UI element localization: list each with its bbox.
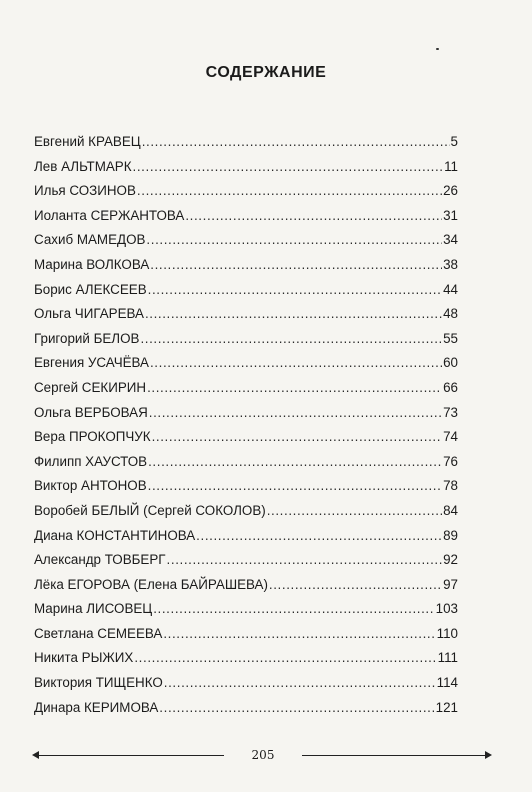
toc-entry-author: Диана КОНСТАНТИНОВА: [34, 527, 196, 543]
toc-entry-page: 60: [443, 355, 458, 371]
toc-entry-page: 48: [443, 306, 458, 322]
toc-entry: [34, 302, 458, 327]
toc-entry: [34, 548, 458, 573]
toc-entry-page: 55: [443, 330, 458, 346]
toc-entry-author: Евгений КРАВЕЦ: [34, 134, 141, 149]
toc-entry-page: 31: [443, 207, 458, 223]
toc-entry: [34, 425, 458, 450]
toc-entry-page: 44: [443, 281, 458, 297]
toc-entry-author: Лев АЛЬТМАРК: [34, 158, 132, 174]
toc-entry: [34, 253, 458, 278]
toc-entry: [34, 130, 458, 155]
toc-dot-leader: [153, 597, 434, 622]
toc-entry-author: Григорий БЕЛОВ: [34, 330, 140, 346]
toc-dot-leader: [196, 524, 442, 549]
toc-entry-author: Виктория ТИЩЕНКО: [34, 675, 163, 691]
toc-entry: [34, 450, 458, 475]
toc-entry-author: Сергей СЕКИРИН: [34, 379, 147, 395]
footer-rule-right: [302, 755, 488, 756]
toc-entry-author: Ольга ВЕРБОВАЯ: [34, 404, 148, 420]
toc-entry: [34, 696, 458, 721]
toc-dot-leader: [137, 179, 442, 204]
toc-entry: [34, 524, 458, 549]
toc-dot-leader: [163, 622, 435, 647]
toc-dot-leader: [167, 548, 443, 573]
toc-entry-page: 121: [435, 699, 458, 715]
toc-entry-author: Светлана СЕМЕЕВА: [34, 625, 163, 641]
toc-entry-page: 84: [443, 502, 458, 518]
page-number: 205: [251, 748, 275, 762]
toc-entry-page: 26: [443, 183, 458, 199]
toc-entry-page: 111: [437, 650, 458, 666]
toc-entry-page: 66: [443, 379, 458, 395]
toc-entry: [34, 278, 458, 303]
toc-entry-author: Никита РЫЖИХ: [34, 650, 134, 666]
toc-dot-leader: [269, 573, 442, 598]
ink-speck: [436, 48, 439, 50]
toc-entry-author: Сахиб МАМЕДОВ: [34, 232, 146, 248]
toc-dot-leader: [148, 278, 442, 303]
page-title: СОДЕРЖАНИЕ: [205, 64, 327, 81]
toc-entry-author: Марина ВОЛКОВА: [34, 256, 150, 272]
toc-entry-author: Марина ЛИСОВЕЦ: [34, 601, 153, 617]
toc-entry-page: 76: [443, 453, 458, 469]
toc-dot-leader: [142, 130, 450, 155]
toc-dot-leader: [164, 671, 436, 696]
toc-entry-page: 89: [443, 527, 458, 543]
toc-entry: [34, 622, 458, 647]
toc-entry: [34, 351, 458, 376]
toc-entry: [34, 228, 458, 253]
toc-dot-leader: [148, 450, 442, 475]
toc-dot-leader: [140, 327, 442, 352]
arrow-right-icon: [485, 751, 492, 759]
toc-entry-author: Динара КЕРИМОВА: [34, 699, 159, 715]
toc-entry-page: 11: [444, 158, 458, 174]
toc-entry-page: 34: [443, 232, 458, 248]
toc-dot-leader: [145, 302, 442, 327]
toc-dot-leader: [159, 696, 434, 721]
toc-entry-author: Борис АЛЕКСЕЕВ: [34, 281, 147, 297]
toc-dot-leader: [150, 253, 442, 278]
toc-dot-leader: [267, 499, 442, 524]
table-of-contents: [34, 130, 458, 720]
page-footer: [32, 748, 492, 762]
toc-entry-author: Ольга ЧИГАРЕВА: [34, 306, 144, 322]
toc-entry-author: Лёка ЕГОРОВА (Елена БАЙРАШЕВА): [34, 576, 268, 592]
toc-entry: [34, 499, 458, 524]
toc-dot-leader: [146, 228, 442, 253]
toc-entry-page: 103: [435, 601, 458, 617]
toc-dot-leader: [133, 155, 444, 180]
toc-entry-author: Филипп ХАУСТОВ: [34, 453, 148, 469]
toc-dot-leader: [147, 376, 442, 401]
toc-entry-author: Иоланта СЕРЖАНТОВА: [34, 207, 185, 223]
toc-entry-page: 73: [443, 404, 458, 420]
toc-entry-author: Евгения УСАЧЁВА: [34, 355, 149, 371]
toc-entry-author: Илья СОЗИНОВ: [34, 183, 136, 199]
toc-entry-page: 97: [443, 576, 458, 592]
toc-entry-author: Александр ТОВБЕРГ: [34, 552, 166, 568]
toc-entry-page: 5: [450, 134, 458, 149]
footer-rule-left: [36, 755, 224, 756]
toc-entry: [34, 376, 458, 401]
toc-entry: [34, 646, 458, 671]
toc-dot-leader: [150, 351, 442, 376]
toc-entry: [34, 597, 458, 622]
toc-entry-page: 92: [443, 552, 458, 568]
toc-dot-leader: [134, 646, 436, 671]
toc-entry-author: Виктор АНТОНОВ: [34, 478, 147, 494]
toc-entry: [34, 179, 458, 204]
toc-entry-author: Воробей БЕЛЫЙ (Сергей СОКОЛОВ): [34, 502, 266, 518]
toc-entry: [34, 327, 458, 352]
toc-dot-leader: [152, 425, 443, 450]
toc-entry: [34, 573, 458, 598]
toc-entry-page: 110: [436, 625, 458, 641]
toc-entry: [34, 401, 458, 426]
toc-entry-page: 38: [443, 256, 458, 272]
toc-entry-page: 74: [443, 429, 458, 445]
toc-entry: [34, 155, 458, 180]
toc-dot-leader: [149, 401, 442, 426]
toc-dot-leader: [148, 474, 442, 499]
toc-entry-page: 114: [436, 675, 458, 691]
toc-entry-page: 78: [443, 478, 458, 494]
toc-dot-leader: [185, 204, 442, 229]
toc-entry-author: Вера ПРОКОПЧУК: [34, 429, 151, 445]
toc-entry: [34, 204, 458, 229]
toc-entry: [34, 671, 458, 696]
toc-entry: [34, 474, 458, 499]
